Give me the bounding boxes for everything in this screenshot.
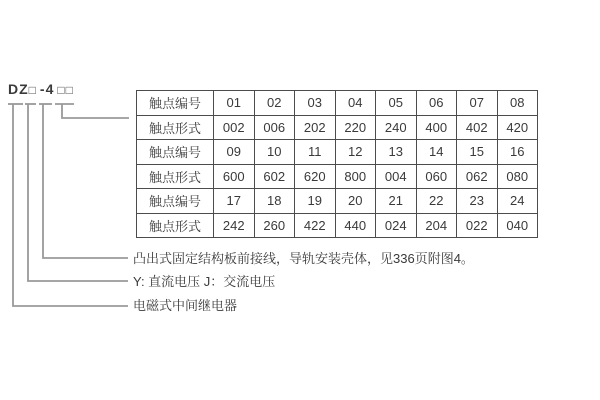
leader-line-contact-table (62, 104, 129, 118)
model-designation (8, 82, 74, 96)
value-cell: 18 (254, 189, 295, 214)
value-cell: 04 (335, 91, 376, 116)
value-cell: 006 (254, 115, 295, 140)
value-cell: 03 (295, 91, 336, 116)
value-cell: 10 (254, 140, 295, 165)
value-cell: 040 (497, 213, 538, 238)
value-cell: 800 (335, 164, 376, 189)
table-row (137, 140, 538, 165)
value-cell: 024 (376, 213, 417, 238)
value-cell: 02 (254, 91, 295, 116)
value-cell: 220 (335, 115, 376, 140)
leader-line-device (13, 104, 128, 306)
row-label-cell: 触点编号 (137, 189, 214, 214)
row-label-cell: 触点编号 (137, 91, 214, 116)
value-cell: 260 (254, 213, 295, 238)
value-cell: 022 (457, 213, 498, 238)
value-cell: 08 (497, 91, 538, 116)
value-cell: 202 (295, 115, 336, 140)
annotation-device: 电磁式中间继电器 (133, 298, 238, 313)
value-cell: 14 (416, 140, 457, 165)
table-row (137, 91, 538, 116)
value-cell: 060 (416, 164, 457, 189)
row-label-cell: 触点形式 (137, 115, 214, 140)
value-cell: 05 (376, 91, 417, 116)
value-cell: 13 (376, 140, 417, 165)
model-box-voltage: □ (28, 83, 37, 97)
value-cell: 240 (376, 115, 417, 140)
contact-table-body (137, 91, 538, 238)
value-cell: 400 (416, 115, 457, 140)
value-cell: 15 (457, 140, 498, 165)
table-row (137, 189, 538, 214)
row-label-cell: 触点形式 (137, 213, 214, 238)
value-cell: 420 (497, 115, 538, 140)
value-cell: 19 (295, 189, 336, 214)
value-cell: 11 (295, 140, 336, 165)
row-label-cell: 触点形式 (137, 164, 214, 189)
value-cell: 22 (416, 189, 457, 214)
value-cell: 004 (376, 164, 417, 189)
value-cell: 080 (497, 164, 538, 189)
row-label-cell: 触点编号 (137, 140, 214, 165)
value-cell: 402 (457, 115, 498, 140)
model-box-contacts: □□ (57, 83, 74, 97)
value-cell: 16 (497, 140, 538, 165)
value-cell: 600 (214, 164, 255, 189)
model-dash-number: -4 (39, 81, 55, 97)
annotation-structure: 凸出式固定结构板前接线，导轨安装壳体，见336页附图4。 (133, 251, 474, 266)
value-cell: 06 (416, 91, 457, 116)
value-cell: 01 (214, 91, 255, 116)
value-cell: 602 (254, 164, 295, 189)
contact-table (136, 90, 538, 238)
value-cell: 062 (457, 164, 498, 189)
value-cell: 204 (416, 213, 457, 238)
value-cell: 620 (295, 164, 336, 189)
annotation-voltage: Y: 直流电压 J：交流电压 (133, 274, 276, 289)
value-cell: 422 (295, 213, 336, 238)
value-cell: 242 (214, 213, 255, 238)
model-prefix: DZ (8, 81, 29, 97)
table-row (137, 164, 538, 189)
value-cell: 002 (214, 115, 255, 140)
value-cell: 09 (214, 140, 255, 165)
value-cell: 17 (214, 189, 255, 214)
value-cell: 24 (497, 189, 538, 214)
table-row (137, 213, 538, 238)
value-cell: 21 (376, 189, 417, 214)
value-cell: 20 (335, 189, 376, 214)
value-cell: 12 (335, 140, 376, 165)
table-row (137, 115, 538, 140)
value-cell: 440 (335, 213, 376, 238)
leader-line-structure (43, 104, 128, 258)
value-cell: 23 (457, 189, 498, 214)
value-cell: 07 (457, 91, 498, 116)
